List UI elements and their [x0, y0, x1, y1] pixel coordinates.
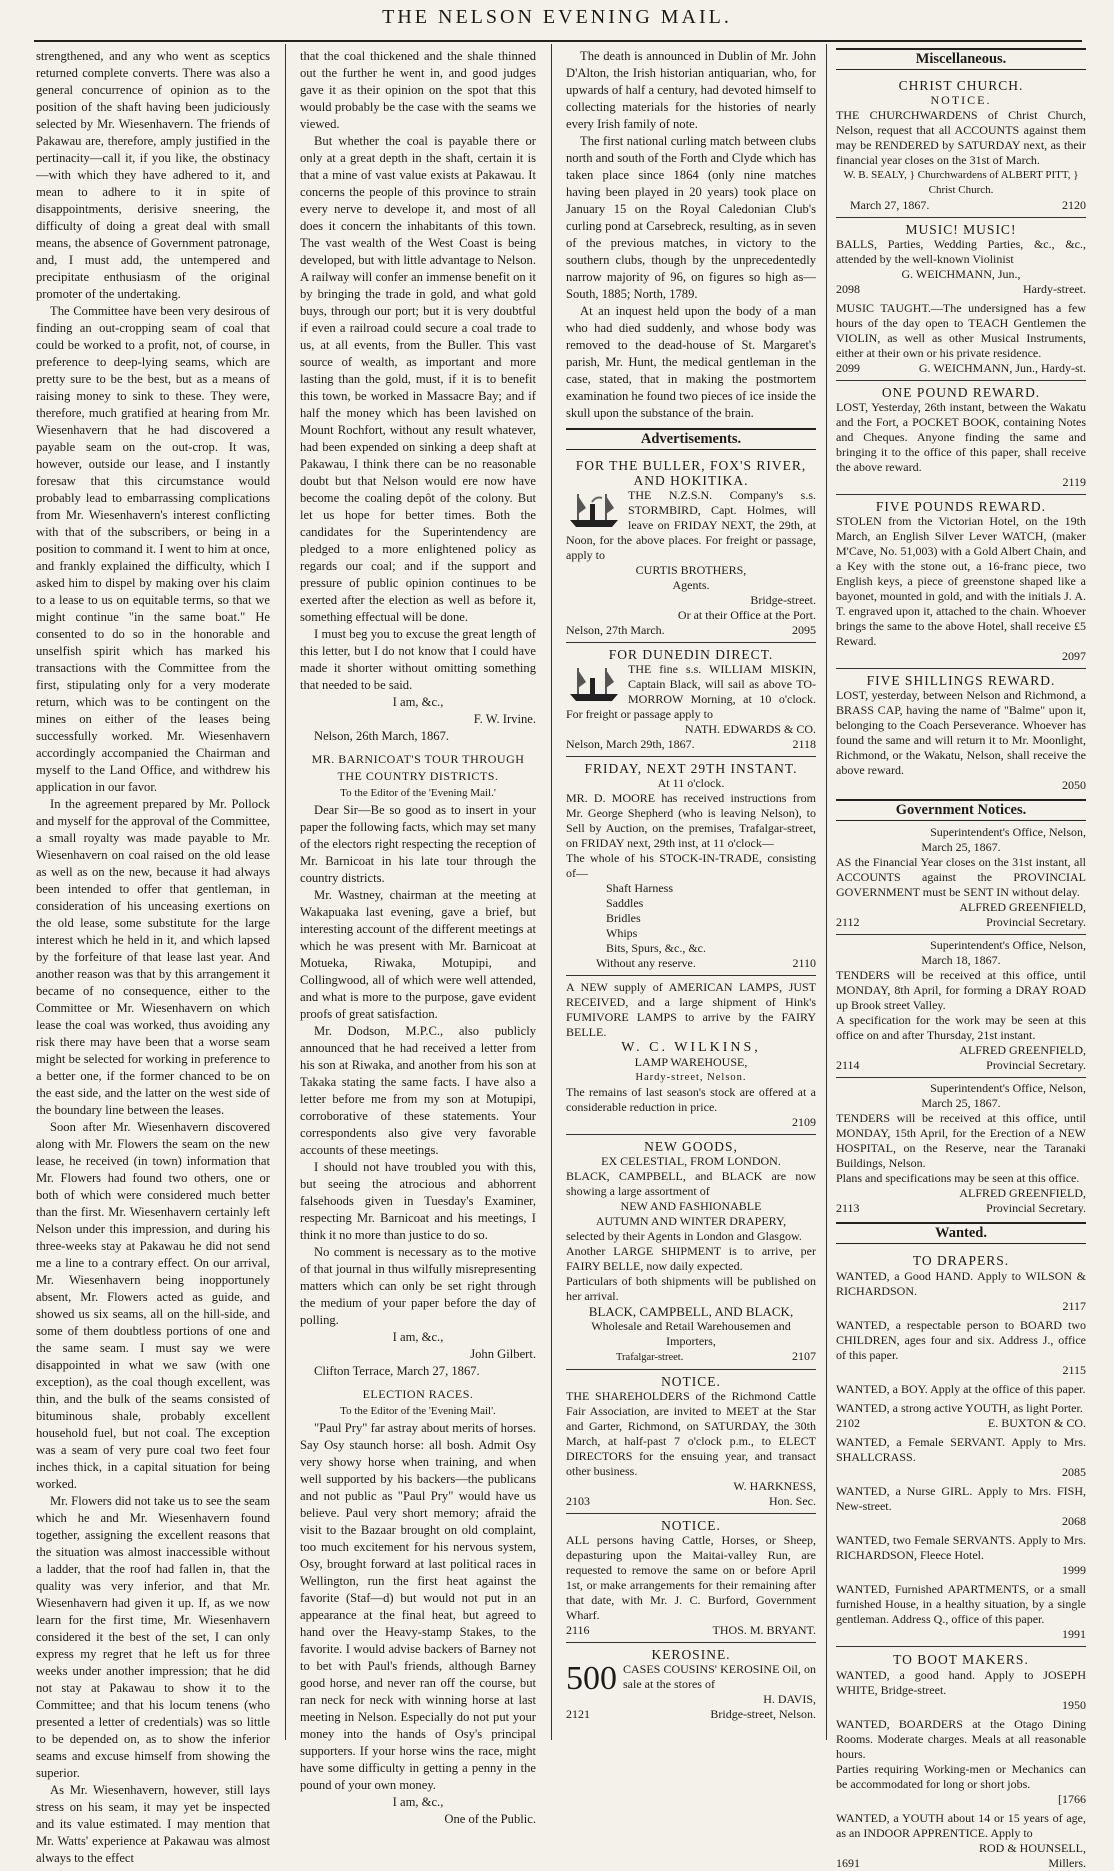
ad-number: 1691 [836, 1856, 860, 1870]
ad-heading: FOR THE BULLER, FOX'S RIVER, AND HOKITIKA. [575, 458, 807, 488]
ad-date: Nelson, March 29th, 1867. [566, 737, 695, 751]
paragraph: The Committee have been very desirous of finding an out-cropping seam of coal that could be worked to a profit, not, of course, in preference to deep-lying seams, which are pretty sure to be the best, but as a means of raising money to sink to these. They were, therefore, much gratified at hearing from Mr. Wiesenhavern that he had discovered a payable seam on the out-crop. It was, however, outside our lease, and I instantly foresaw that this circumstance would probably lead to embarrassing complications from Mr. Wiesenhavern's interest conflicting with that of the subscribers, or being in a position to command it. I went to him at once, and frankly explained the difficulty, which I asked him to dispel by making over his claim to a lease to us on equitable terms, so that we might continue "in the same boat." He consented to do so in the honorable and unselfish spirit which has marked his transactions with the Committee from the first, stipulating only for a very moderate return, which was to be contingent on the mines on either of the leases being successfully worked. Mr. Wiesenhavern accordingly accompanied the Chairman and myself to the Land Office, and withdrew his application in our favor. [36, 304, 270, 794]
ad-number: 2117 [1062, 1299, 1086, 1313]
advertisement [836, 1811, 1086, 1871]
steamship-icon [566, 490, 622, 530]
ad-heading: NEW GOODS, [566, 1134, 816, 1154]
ad-number: [1766 [1058, 1792, 1086, 1806]
steamship-icon [566, 664, 622, 704]
notice-place: Superintendent's Office, Nelson, [930, 938, 1086, 952]
column-divider [551, 44, 552, 1740]
advertisement [566, 1642, 816, 1722]
ad-body: WANTED, two Female SERVANTS. Apply to Mrs. RICHARDSON, Fleece Hotel. [836, 1533, 1086, 1562]
section-heading: Wanted. [836, 1222, 1086, 1244]
paragraph: that the coal thickened and the shale thinned out the further he went in, and good judges gave it as their opinion on the spot that this would probably be the case with the seams we viewed. [300, 49, 536, 131]
advertisement [566, 756, 816, 971]
section-heading: Miscellaneous. [836, 48, 1086, 70]
ad-footer [566, 1349, 816, 1365]
ad-address: Bridge-street. [750, 593, 816, 607]
ad-body: THE CHURCHWARDENS of Christ Church, Nelson, request that all ACCOUNTS against them may be RENDERED by SATURDAY next, as their financial year closes on the 31st of March. [836, 108, 1086, 167]
ad-footer [566, 623, 816, 638]
ad-note: Without any reserve. [596, 956, 696, 970]
ad-agent: NATH. EDWARDS & CO. [684, 722, 816, 736]
article-heading: MR. BARNICOAT'S TOUR THROUGH THE COUNTRY DISTRICTS. [311, 752, 525, 783]
notice-date: March 25, 1867. [921, 1096, 1001, 1110]
ad-body: WANTED, a good hand. Apply to JOSEPH WHITE, Bridge-street. [836, 1668, 1086, 1697]
ad-body: WANTED, a Nurse GIRL. Apply to Mrs. FISH, New-street. [836, 1484, 1086, 1513]
ad-body: BLACK, CAMPBELL, and BLACK are now showing a large assortment of [566, 1169, 816, 1198]
ad-signer: ALFRED GREENFIELD, [959, 1186, 1086, 1200]
ad-quantity: 500 [566, 1660, 617, 1697]
ad-heading: KEROSINE. [566, 1642, 816, 1662]
paragraph: strengthened, and any who went as sceptics returned complete converts. There was also a general concurrence of opinion as to the position of the shaft having been judiciously selected by Mr. Wiesenhavern. The friends of Pakawau are, therefore, amply justified in the pertinacity—call it, if you like, the obstinacy—with which they have adhered to it, and mean to adhere to it in spite of disappointments, derisive sneering, the difficulty of doing a great deal with small means, the absence of Government patronage, and, I must add, the untempered and precipitate enthusiasm of the original promoter of the undertaking. [36, 49, 270, 301]
column-3 [566, 48, 816, 1738]
ad-number: 2116 [566, 1623, 590, 1637]
paragraph: "Paul Pry" far astray about merits of horses. Say Osy staunch horse: all bosh. Admit Osy very showy horse when training, and when well supported by his backers—the publicans and not public as "Paul Pry" would have us believe. Paul very short memory; afraid the visit to the Bazaar brought on old complaint, too much excitement for his nervous system, Osy, brought forward at last political races in Wellington, run the first heat against the favorite (Staf—d) but would not put in an appearance at the final heat, but agreed to hand over the Heavy-stamp Stakes, to the favorite. I would advise backers of Barney not to bet with Paul's friends, although Barney good horse, and never ran off the course, but ran neck for neck with winning horse at last meeting in Nelson. Especially do not put your money into the hands of Osy's principal supporters. If your horse wins the race, might have some difficulty in getting a penny in the pound of your own money. [300, 1421, 536, 1792]
ad-footer [836, 1201, 1086, 1216]
ad-heading: TO DRAPERS. [912, 1253, 1010, 1268]
ad-footer [836, 361, 1086, 376]
ad-body: WANTED, a YOUTH about 14 or 15 years of age, as an INDOOR APPRENTICE. Apply to [836, 1811, 1086, 1840]
ad-body: THE fine s.s. WILLIAM MISKIN, Captain Black, will sail as above TO-MORROW Morning, at 10 o'clock. For freight or passage apply to [566, 662, 816, 721]
advertisement [836, 1077, 1086, 1216]
notice-date: March 18, 1867. [921, 953, 1001, 967]
ad-body: Another LARGE SHIPMENT is to arrive, per FAIRY BELLE, now daily expected. [566, 1244, 816, 1273]
ad-address: Or at their Office at the Port. [677, 608, 816, 622]
advertisement [566, 1513, 816, 1638]
ad-number: 1991 [1062, 1627, 1086, 1641]
letter-signer: F. W. Irvine. [473, 712, 536, 726]
ad-heading: NOTICE. [566, 1513, 816, 1533]
ad-body: Particulars of both shipments will be published on her arrival. [566, 1274, 816, 1303]
ad-heading: MUSIC! MUSIC! [836, 217, 1086, 237]
ad-number: 2114 [836, 1058, 860, 1072]
advertisement [836, 1717, 1086, 1807]
advertisement [566, 642, 816, 752]
ad-heading: NOTICE. [566, 1369, 816, 1389]
ad-signer: ALFRED GREENFIELD, [959, 900, 1086, 914]
list-item: Bridles [606, 911, 641, 925]
paragraph: Soon after Mr. Wiesenhavern discovered along with Mr. Flowers the seam on the new lease, he received (in town) information that Mr. Flowers had found two others, one or both of which were considered much better than the first. Mr. Wiesenhavern certainly left Nelson under this impression, and during his three-weeks stay at Pakawau he did not send me a line to a contrary effect. On our arrival, Mr. Wiesenhavern being inopportunely absent, Mr. Flowers acted as guide, and showed us six seams, all on the hill-side, and some of them doubtless portions of one and the same seam. I must say we were disappointed in what we saw (with one exception), as the coal though excellent, was thin, and the bulk of the seams consisted of bituminous shale, probably excellent household fuel, but not coal. The exception was a seam of very pure coal two feet four inches thick, in a capital situation for being worked. [36, 1120, 270, 1491]
ad-number: 1950 [1062, 1698, 1086, 1712]
paragraph: Mr. Flowers did not take us to see the seam which he and Mr. Wiesenhavern found together, assigning the excellent reasons that the situation was almost inaccessible without a ladder, that the roof had fallen in, that the quality was very inferior, and that Mr. Wiesenhavern had given it up. If, as we now learn for the first time, Mr. Wiesenhavern considered it the best of the set, I can only express my regret that he left us for three weeks under another impression; that he did not stay at Pakawau to show it to the Committee; and that his locum tenens (who presented a letter of credentials) was so little to be depended on, as to show the inferior seams and excuse himself from showing the superior. [36, 1494, 270, 1780]
ad-heading: FIVE SHILLINGS REWARD. [836, 668, 1086, 688]
ad-number: 2068 [1062, 1514, 1086, 1528]
advertisement [566, 1369, 816, 1509]
ad-shop: LAMP WAREHOUSE, [634, 1055, 748, 1069]
ad-agent: CURTIS BROTHERS, [635, 563, 747, 577]
advertisement [836, 217, 1086, 376]
advertisement [566, 975, 816, 1130]
ad-body: THE N.Z.S.N. Company's s.s. STORMBIRD, Capt. Holmes, will leave on FRIDAY NEXT, the 29th, at Noon, for the above places. For freight or passage, apply to [566, 488, 816, 562]
paragraph: In the agreement prepared by Mr. Pollock and myself for the approval of the Committee, a small royalty was made payable to Mr. Wiesenhavern on coal raised on the old lease as well as on the new, because it had always been intended to offer that gentleman, in consideration of his unceasing exertions on the old lease, some substitute for the large interest which he held in it, and which lapsed by the forfeiture of that lease last year. And another reason was that by this arrangement it became of no consequence, either to the Committee or Mr. Wiesenhavern on which lease the coal was worked, thus avoiding any risk there may have been that a worse seam might be selected for working in preference to a better one, if the former chanced to be on the east side, and the latter on the west side of the boundary line between the leases. [36, 797, 270, 1117]
paragraph: Mr. Wastney, chairman at the meeting at Wakapuaka last evening, gave a brief, but interesting account of the different meetings at which he was present with Mr. Barnicoat at Motueka, Riwaka, Motupipi, and Collingwood, all of which were well attended, and what is more to the purpose, gave evident proofs of great satisfaction. [300, 888, 536, 1021]
advertisement [836, 934, 1086, 1073]
ad-footer [566, 1623, 816, 1638]
ad-body: WANTED, a BOY. Apply at the office of this paper. [836, 1382, 1086, 1396]
ad-body: The whole of his STOCK-IN-TRADE, consisting of— [566, 851, 816, 880]
paragraph: The death is announced in Dublin of Mr. John D'Alton, the Irish historian antiquarian, who, for upwards of half a century, had devoted himself to collecting materials for the histories of nearly every Irish family of note. [566, 49, 816, 131]
ad-footer [836, 915, 1086, 930]
advertisement [836, 825, 1086, 930]
ad-body: The remains of last season's stock are offered at a considerable reduction in price. [566, 1085, 816, 1114]
ad-footer [836, 1856, 1086, 1871]
advertisement [836, 668, 1086, 793]
advertisement [836, 1318, 1086, 1378]
ad-number: 2112 [836, 915, 860, 929]
masthead: THE NELSON EVENING MAIL. [382, 6, 732, 28]
ad-number: 2103 [566, 1494, 590, 1508]
ad-heading: FIVE POUNDS REWARD. [836, 494, 1086, 514]
ad-number: 2098 [836, 282, 860, 296]
list-item: Bits, Spurs, &c., &c. [606, 941, 707, 955]
advertisement [836, 380, 1086, 490]
article-subheading: To the Editor of the 'Evening Mail'. [340, 1405, 496, 1417]
column-divider [285, 44, 286, 1740]
ad-footer [566, 956, 816, 971]
ad-footer [566, 737, 816, 752]
advertisement [836, 1382, 1086, 1397]
column-1 [36, 48, 270, 1865]
ad-number: 2050 [1062, 778, 1086, 792]
ad-body: CASES COUSINS' KEROSINE Oil, on sale at the stores of [623, 1662, 816, 1691]
advertisement [836, 1401, 1086, 1431]
ad-number: 2099 [836, 361, 860, 375]
ad-body: WANTED, a Good HAND. Apply to WILSON & RICHARDSON. [836, 1269, 1086, 1298]
letter-date: Nelson, 26th March, 1867. [314, 729, 450, 743]
ad-subheading: NOTICE. [930, 93, 992, 107]
column-4 [836, 48, 1086, 1870]
ad-footer [836, 282, 1086, 297]
paragraph: As Mr. Wiesenhavern, however, still lays stress on his seam, it may yet be inspected and its value estimated. I may mention that Mr. Watts' experience at Pakawau was almost always to the effect [36, 1783, 270, 1865]
ad-date: Nelson, 27th March. [566, 623, 665, 637]
ad-date: March 27, 1867. [850, 198, 930, 212]
ad-signer-role: Provincial Secretary. [986, 1058, 1086, 1072]
advertisement [836, 1668, 1086, 1713]
ad-address: Trafalgar-street. [616, 1352, 684, 1363]
ad-signer-role: Millers. [1048, 1856, 1086, 1870]
ad-body: LOST, yesterday, between Nelson and Richmond, a BRASS CAP, having the name of "Balme" upon it, belonging to the Coach Perseverance. Whoever has found the same and will return it to Mr. Moonlight, Richmond, or the Wakatu, Nelson, shall receive the above reward. [836, 688, 1086, 777]
notice-place: Superintendent's Office, Nelson, [930, 1081, 1086, 1095]
advertisement [566, 1134, 816, 1365]
list-item: Saddles [606, 896, 644, 910]
ad-number: 2121 [566, 1707, 590, 1721]
ad-firm-role: Wholesale and Retail Warehousemen and Importers, [591, 1319, 791, 1348]
ad-line: NEW AND FASHIONABLE [620, 1199, 762, 1213]
ad-number: 2107 [792, 1349, 816, 1363]
ad-heading: ONE POUND REWARD. [836, 380, 1086, 400]
ad-body: Parties requiring Working-men or Mechanics can be accommodated for long or short jobs. [836, 1762, 1086, 1791]
ad-body: A specification for the work may be seen at this office on and after Thursday, 21st instant. [836, 1013, 1086, 1042]
ad-signer: ROD & HOUNSELL, [979, 1841, 1086, 1855]
ad-number: 2119 [1062, 475, 1086, 489]
list-item: Shaft Harness [606, 881, 673, 895]
ad-body: WANTED, a respectable person to BOARD two CHILDREN, ages four and six. Address J., office of this paper. [836, 1318, 1086, 1362]
ad-subheading: EX CELESTIAL, FROM LONDON. [601, 1154, 781, 1168]
advertisement [566, 454, 816, 638]
ad-signer: ALFRED GREENFIELD, [959, 1043, 1086, 1057]
advertisement [836, 1484, 1086, 1529]
article-subheading: To the Editor of the 'Evening Mail.' [340, 787, 496, 799]
top-rule [34, 40, 1082, 42]
ad-number: 2085 [1062, 1465, 1086, 1479]
ad-body: TENDERS will be received at this office, until MONDAY, 15th April, for the Erection of a NEW HOSPITAL, on the Reserve, near the Taranaki Buildings, Nelson. [836, 1111, 1086, 1170]
ad-firm: W. C. WILKINS, [621, 1040, 761, 1055]
list-item: Whips [606, 926, 638, 940]
ad-number: 1999 [1062, 1563, 1086, 1577]
ad-body: selected by their Agents in London and Glasgow. [566, 1229, 802, 1243]
paragraph: I should not have troubled you with this, but seeing the atrocious and abhorrent falsehoods given in Tuesday's Examiner, respecting Mr. Barnicoat and his meetings, I think it no more than justice to do so. [300, 1160, 536, 1242]
ad-signer-role: Provincial Secretary. [986, 1201, 1086, 1215]
ad-number: 2109 [792, 1115, 816, 1129]
ad-address: Bridge-street, Nelson. [710, 1707, 816, 1721]
ad-number: 2120 [1062, 198, 1086, 212]
article-heading: ELECTION RACES. [362, 1387, 474, 1401]
ad-signer: W. HARKNESS, [733, 1479, 816, 1493]
advertisement [836, 1533, 1086, 1578]
ad-heading: CHRIST CHURCH. [898, 78, 1024, 93]
ad-body: STOLEN from the Victorian Hotel, on the 19th March, an English Silver Lever WATCH, (maker M'Cave, No. 51,003) with a Gold Albert Chain, and a Key with the stone out, a 16-franc piece, two English keys, a piece of greenstone shaped like a bayonet, mounted in gold, and with the initials J. A. T. engraved upon it, attached to the chain. Whoever brings the same to the above Hotel, shall receive £5 Reward. [836, 514, 1086, 648]
ad-body: WANTED, BOARDERS at the Otago Dining Rooms. Moderate charges. Meals at all reasonable hours. [836, 1717, 1086, 1761]
ad-body: WANTED, a strong active YOUTH, as light Porter. [836, 1401, 1083, 1415]
ad-body: BALLS, Parties, Wedding Parties, &c., &c., attended by the well-known Violinist [836, 237, 1086, 266]
ad-agent-role: Agents. [672, 578, 710, 592]
advertisement [836, 1269, 1086, 1314]
paragraph: At an inquest held upon the body of a man who had died suddenly, and whose body was removed to the dead-house of St. Margaret's parish, Mr. Hunt, the medical gentleman in the case, stated, that in making the postmortem examination he found two pieces of ice inside the skull upon the substance of the brain. [566, 304, 816, 420]
ad-heading: FOR DUNEDIN DIRECT. [566, 642, 816, 662]
advertisement [836, 1582, 1086, 1642]
advertisement [836, 1435, 1086, 1480]
paragraph: I must beg you to excuse the great length of this letter, but I do not know that I could have made it shorter without omitting something that needed to be said. [300, 627, 536, 692]
ad-signer: H. DAVIS, [763, 1692, 816, 1706]
ad-signer: G. WEICHMANN, Jun., [901, 267, 1021, 281]
letter-close: I am, &c., [392, 695, 444, 709]
ad-signer-role: Provincial Secretary. [986, 915, 1086, 929]
paragraph: The first national curling match between clubs north and south of the Forth and Clyde which has taken place since 1864 (only nine matches having been played in 20 years) took place on January 15 on the Royal Caledonian Club's curling pond at Carsebreck, resulting, as in seven of the previous matches, in victory to the southern clubs, though by the unprecedentedly narrow majority of 96, on figures so high as—South, 1885; North, 1789. [566, 134, 816, 301]
letter-close: I am, &c., [392, 1330, 444, 1344]
ad-number: 2095 [792, 623, 816, 637]
ad-signers: W. B. SEALY, } Churchwardens of ALBERT PITT, } Christ Church. [843, 169, 1079, 196]
ad-heading: TO BOOT MAKERS. [836, 1646, 1086, 1668]
ad-body: THE SHAREHOLDERS of the Richmond Cattle Fair Association, are invited to MEET at the Star and Garter, Richmond, on SATURDAY, the 30th March, at half-past 7 o'clock p.m., to ELECT DIRECTORS for the ensuing year, and transact other business. [566, 1389, 816, 1478]
ad-address: Hardy-street. [1023, 282, 1086, 296]
ad-signer: E. BUXTON & CO. [987, 1416, 1086, 1430]
ad-signer: G. WEICHMANN, Jun., Hardy-st. [918, 361, 1086, 375]
section-heading: Advertisements. [566, 428, 816, 450]
column-divider [826, 44, 827, 1740]
advertisement [836, 494, 1086, 664]
ad-signer-role: Hon. Sec. [769, 1494, 816, 1508]
paragraph: Mr. Dodson, M.P.C., also publicly announced that he had received a letter from his son at Riwaka, and another from his son at Takaka stating the same facts. I have also a letter before me from my son at Motupipi, corroborative of these statements. Your correspondents also give very favorable accounts of these meetings. [300, 1024, 536, 1157]
ad-heading: FRIDAY, NEXT 29TH INSTANT. [566, 756, 816, 776]
ad-body: WANTED, a Female SERVANT. Apply to Mrs. SHALLCRASS. [836, 1435, 1086, 1464]
ad-footer [566, 1494, 816, 1509]
paragraph: No comment is necessary as to the motive of that journal in thus wilfully misrepresenting matters which can only be set right through the medium of your paper before the day of polling. [300, 1245, 536, 1327]
letter-signer: John Gilbert. [470, 1347, 536, 1361]
notice-date: March 25, 1867. [921, 840, 1001, 854]
column-2 [300, 48, 536, 1826]
ad-number: 2118 [792, 737, 816, 751]
ad-footer [836, 1058, 1086, 1073]
ad-footer [566, 1707, 816, 1722]
ad-line: AUTUMN AND WINTER DRAPERY, [595, 1214, 787, 1228]
paragraph: But whether the coal is payable there or only at a great depth in the shaft, certain it is that a mine of vast value exists at Pakawau. It concerns the people of this province to strain every nerve to develope it, and most of all does it concern the inhabitants of this town. The vast wealth of the West Coast is being developed, but with little advantage to Nelson. A railway will confer an immense benefit on it by bringing the trade in gold, and what gold buys, through our port; but it is very doubtful if even a railroad could secure a coal trade to us, at all events, from the Buller. This vast source of wealth, as important and more lasting than the gold, must, if it is to benefit this town, be worked in Massacre Bay; and if half the money which has been lavished on Mount Rochfort, without any result whatever, had been expended on sinking a deep shaft at Pakawau, I think there can be no reasonable doubt but that Nelson would ere now have become the coaling depôt of the colony. But let us hope for better times. Both the candidates for the Superintendency are pledged to a more enlightened policy as regards our coal; and if the support and pressure of public opinion continues to be exerted after the election as well as before it, something effectual will be done. [300, 134, 536, 624]
ad-body: ALL persons having Cattle, Horses, or Sheep, depasturing upon the Maitai-valley Run, are requested to remove the same on or before April 1st, or make arrangements for their remaining after that date, with Mr. J. C. Burford, Government Wharf. [566, 1533, 816, 1622]
ad-firm: BLACK, CAMPBELL, AND BLACK, [588, 1304, 794, 1319]
ad-body: AS the Financial Year closes on the 31st instant, all ACCOUNTS against the PROVINCIAL GOVERNMENT must be SENT IN without delay. [836, 855, 1086, 899]
notice-place: Superintendent's Office, Nelson, [930, 825, 1086, 839]
ad-signer: THOS. M. BRYANT. [712, 1623, 816, 1637]
ad-number: 2110 [792, 956, 816, 970]
ad-footer [836, 198, 1086, 213]
ad-body: MR. D. MOORE has received instructions from Mr. George Shepherd (who is leaving Nelson), to Sell by Auction, on the premises, Trafalgar-street, on FRIDAY next, 29th inst, at 11 o'clock— [566, 791, 816, 850]
ad-address: Hardy-street, Nelson. [635, 1072, 747, 1083]
letter-close: I am, &c., [392, 1795, 444, 1809]
ad-body: MUSIC TAUGHT.—The undersigned has a few hours of the day open to TEACH Gentlemen the VIOLIN, as well as other Musical Instruments, either at their own or his private residence. [836, 301, 1086, 360]
ad-number: 2097 [1062, 649, 1086, 663]
ad-body: A NEW supply of AMERICAN LAMPS, JUST RECEIVED, and a large shipment of Hink's FUMIVORE LAMPS to arrive by the FAIRY BELLE. [566, 980, 816, 1039]
ad-body: WANTED, Furnished APARTMENTS, or a small furnished House, in a healthy situation, by a single gentleman. Address Q., office of this paper. [836, 1582, 1086, 1626]
letter-signer: One of the Public. [444, 1812, 536, 1826]
ad-body: TENDERS will be received at this office, until MONDAY, 8th April, for forming a DRAY ROAD up Brook street Valley. [836, 968, 1086, 1012]
letter-date: Clifton Terrace, March 27, 1867. [314, 1364, 480, 1378]
section-heading: Government Notices. [836, 799, 1086, 821]
ad-subheading: At 11 o'clock. [657, 776, 725, 790]
ad-number: 2115 [1062, 1363, 1086, 1377]
advertisement [836, 74, 1086, 213]
ad-body: LOST, Yesterday, 26th instant, between the Wakatu and the Fort, a POCKET BOOK, containing Notes and Cheques. Anyone finding the same and bringing it to the office of this paper, shall receive the above reward. [836, 400, 1086, 474]
ad-number: 2113 [836, 1201, 860, 1215]
ad-number: 2102 [836, 1416, 860, 1430]
ad-footer [836, 1416, 1086, 1431]
ad-body: Plans and specifications may be seen at this office. [836, 1171, 1080, 1185]
paragraph: Dear Sir—Be so good as to insert in your paper the following facts, which may set many of the electors right respecting the reception of Mr. Barnicoat in his late tour through the country districts. [300, 803, 536, 885]
